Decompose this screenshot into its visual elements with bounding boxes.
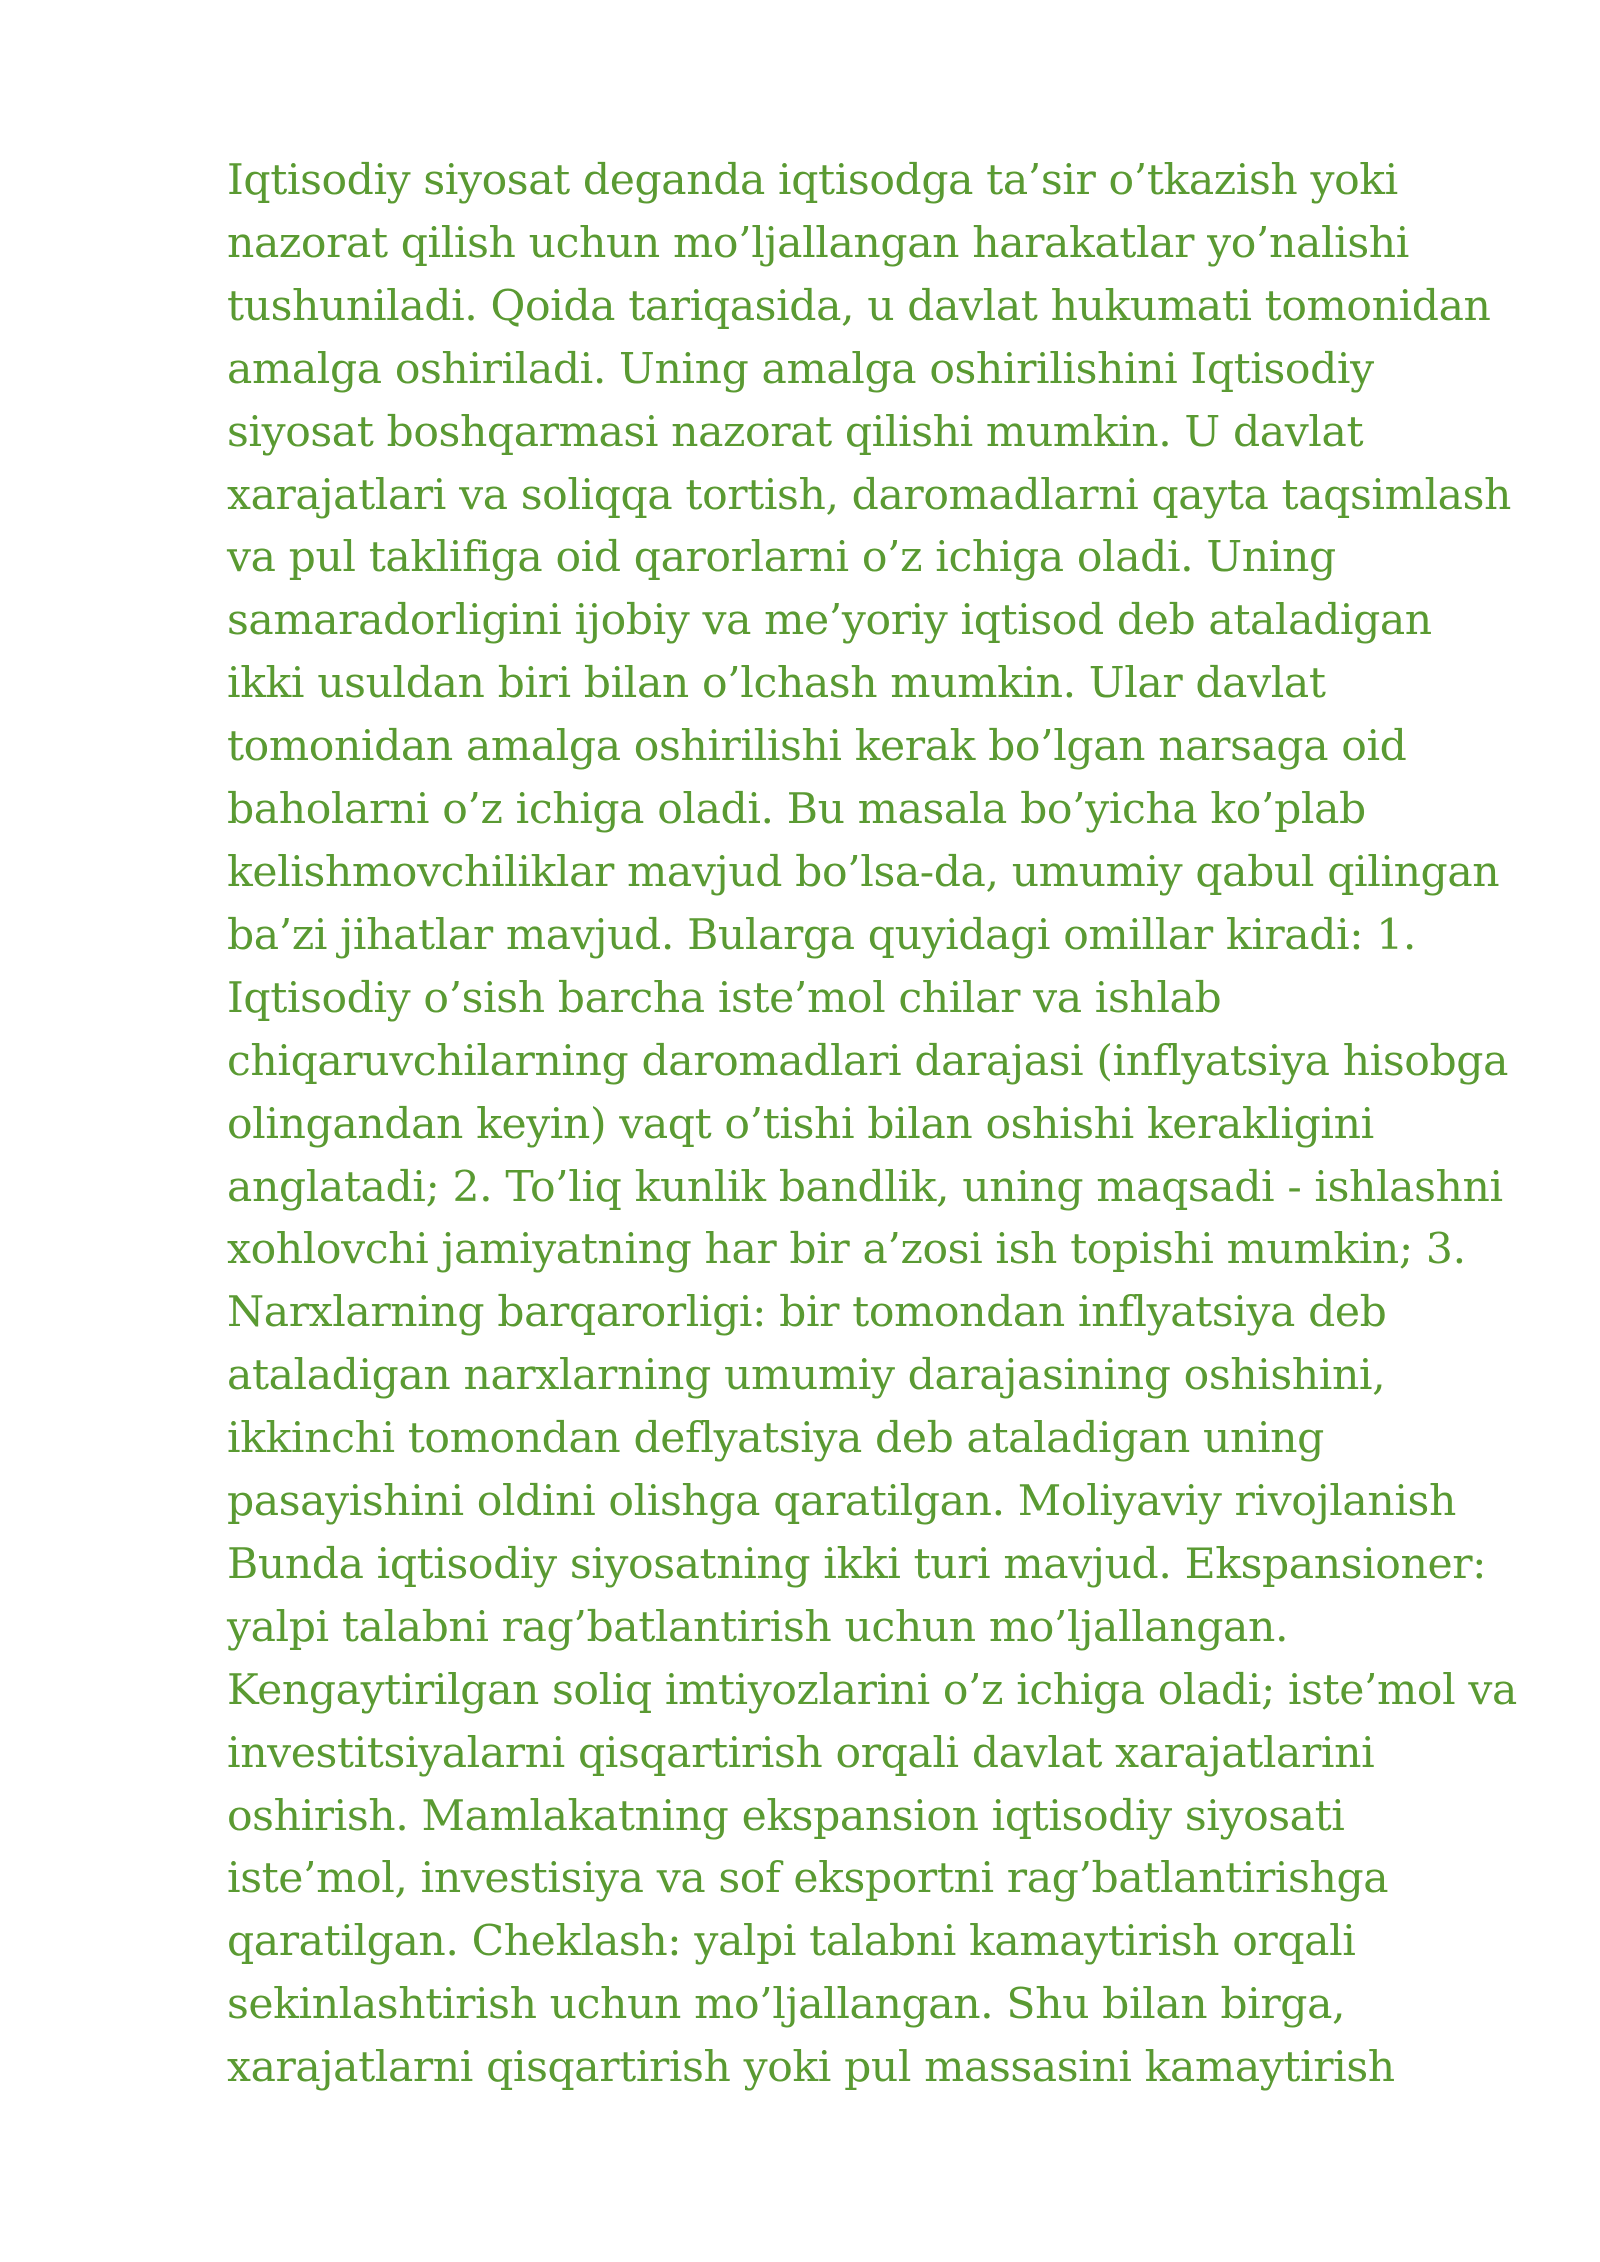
- text-line: tushuniladi. Qoida tariqasida, u davlat hukumati tomonidan: [227, 281, 1491, 331]
- text-line: anglatadi; 2. To’liq kunlik bandlik, uning maqsadi - ishlashni: [227, 1162, 1503, 1212]
- text-line: qaratilgan. Cheklash: yalpi talabni kamaytirish orqali: [227, 1917, 1356, 1967]
- text-line: sekinlashtirish uchun mo’ljallangan. Shu bilan birga,: [227, 1980, 1346, 2030]
- text-line: amalga oshiriladi. Uning amalga oshirilishini Iqtisodiy: [227, 344, 1374, 394]
- text-line: Kengaytirilgan soliq imtiyozlarini o’z ichiga oladi; iste’mol va: [227, 1665, 1517, 1715]
- text-line: xarajatlari va soliqqa tortish, daromadlarni qayta taqsimlash: [227, 470, 1511, 520]
- text-line: va pul taklifiga oid qarorlarni o’z ichiga oladi. Uning: [227, 533, 1336, 583]
- text-line: yalpi talabni rag’batlantirish uchun mo’ljallangan.: [227, 1602, 1289, 1652]
- body-text: [227, 150, 1517, 2100]
- text-line: pasayishini oldini olishga qaratilgan. Moliyaviy rivojlanish: [227, 1477, 1456, 1527]
- text-line: ba’zi jihatlar mavjud. Bularga quyidagi omillar kiradi: 1.: [227, 910, 1417, 960]
- text-line: Narxlarning barqarorligi: bir tomondan inflyatsiya deb: [227, 1288, 1387, 1338]
- text-line: samaradorligini ijobiy va me’yoriy iqtisod deb ataladigan: [227, 596, 1432, 646]
- text-line: nazorat qilish uchun mo’ljallangan harakatlar yo’nalishi: [227, 218, 1409, 268]
- text-line: baholarni o’z ichiga oladi. Bu masala bo’yicha ko’plab: [227, 785, 1366, 835]
- text-line: siyosat boshqarmasi nazorat qilishi mumkin. U davlat: [227, 407, 1364, 457]
- text-line: xarajatlarni qisqartirish yoki pul massasini kamaytirish: [227, 2043, 1395, 2093]
- text-line: chiqaruvchilarning daromadlari darajasi (inflyatsiya hisobga: [227, 1036, 1509, 1086]
- text-line: ikki usuldan biri bilan o’lchash mumkin. Ular davlat: [227, 659, 1326, 709]
- text-line: tomonidan amalga oshirilishi kerak bo’lgan narsaga oid: [227, 722, 1407, 772]
- text-line: Bunda iqtisodiy siyosatning ikki turi mavjud. Ekspansioner:: [227, 1539, 1487, 1589]
- text-line: Iqtisodiy o’sish barcha iste’mol chilar va ishlab: [227, 973, 1222, 1023]
- text-line: investitsiyalarni qisqartirish orqali davlat xarajatlarini: [227, 1728, 1375, 1778]
- text-line: kelishmovchiliklar mavjud bo’lsa-da, umumiy qabul qilingan: [227, 847, 1500, 897]
- text-line: ataladigan narxlarning umumiy darajasining oshishini,: [227, 1351, 1386, 1401]
- text-line: oshirish. Mamlakatning ekspansion iqtisodiy siyosati: [227, 1791, 1345, 1841]
- text-line: xohlovchi jamiyatning har bir a’zosi ish topishi mumkin; 3.: [227, 1225, 1466, 1275]
- text-line: iste’mol, investisiya va sof eksportni rag’batlantirishga: [227, 1854, 1389, 1904]
- text-line: ikkinchi tomondan deflyatsiya deb ataladigan uning: [227, 1414, 1324, 1464]
- text-line: olingandan keyin) vaqt o’tishi bilan oshishi kerakligini: [227, 1099, 1374, 1149]
- text-line: Iqtisodiy siyosat deganda iqtisodga ta’sir o’tkazish yoki: [227, 156, 1398, 205]
